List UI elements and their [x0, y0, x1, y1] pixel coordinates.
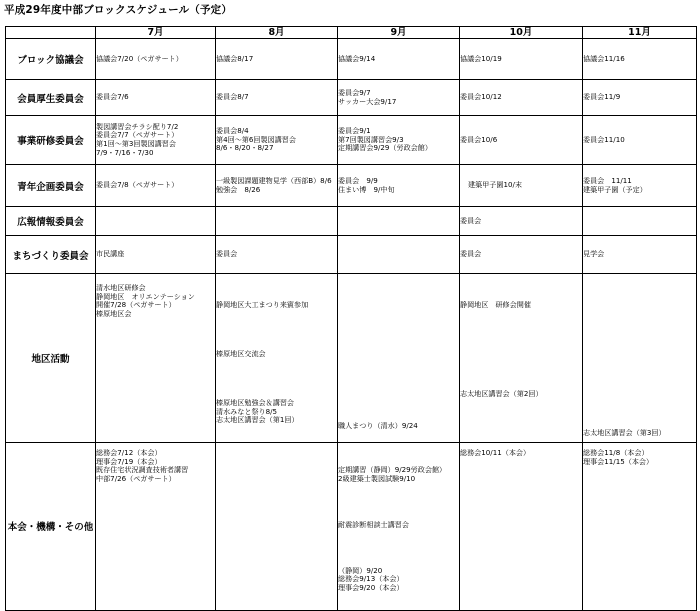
schedule-cell — [460, 39, 583, 80]
cell-line: 一級製図課題建物見学（西部B）8/6 — [216, 175, 332, 185]
cell-line: 委員会 — [460, 215, 482, 225]
cell-line: 委員会 — [460, 249, 482, 259]
cell-line: 既存住宅状況調査技術者講習 — [96, 465, 189, 475]
cell-block — [216, 399, 337, 425]
row-label: 広報情報委員会 — [6, 207, 96, 236]
schedule-cell — [583, 80, 697, 116]
cell-line: 委員会10/12 — [460, 92, 502, 102]
cell-line: 委員会9/1 — [338, 126, 371, 136]
cell-line: 榛原地区会 — [96, 308, 132, 318]
cell-line: 志太地区講習会（第1回） — [216, 415, 299, 425]
cell-line: 榛原地区勉強会＆講習会 — [216, 398, 295, 408]
row-public-relations — [6, 207, 697, 236]
cell-line: 理事会11/15（本会） — [583, 456, 654, 466]
row-label: 事業研修委員会 — [6, 116, 96, 165]
schedule-cell — [460, 165, 583, 207]
cell-line: 委員会8/4 — [216, 126, 249, 136]
schedule-cell — [583, 207, 697, 236]
cell-line: 第7回製図講習会9/3 — [338, 134, 404, 144]
month-header-nov: 11月 — [583, 27, 697, 39]
schedule-cell — [338, 165, 460, 207]
cell-line: 開催7/28（ペガサート） — [96, 300, 176, 310]
cell-line: 榛原地区交流会 — [216, 349, 266, 359]
cell-line: 総務会11/8（本会） — [583, 448, 649, 458]
month-header-row — [6, 27, 697, 39]
cell-block — [216, 350, 337, 359]
cell-block — [216, 301, 337, 310]
row-label: 青年企画委員会 — [6, 165, 96, 207]
schedule-cell — [96, 274, 216, 443]
row-label: ブロック協議会 — [6, 39, 96, 80]
cell-line: 協議会10/19 — [460, 53, 502, 63]
schedule-cell — [216, 39, 338, 80]
row-label: 地区活動 — [6, 274, 96, 443]
cell-line: 志太地区講習会（第2回） — [460, 389, 543, 399]
cell-line: 委員会11/9 — [583, 92, 621, 102]
schedule-cell — [460, 80, 583, 116]
cell-line: 静岡地区 研修会開催 — [460, 300, 531, 310]
cell-line: 委員会8/7 — [216, 92, 249, 102]
row-district-activities — [6, 274, 697, 443]
cell-line: 建築甲子園（予定） — [583, 184, 647, 194]
cell-line: 静岡地区 オリエンテーション — [96, 291, 195, 301]
cell-line: 志太地区講習会（第3回） — [583, 427, 666, 437]
cell-block — [338, 521, 459, 530]
cell-line: 総務会9/13（本会） — [338, 574, 404, 584]
cell-line: 定期講習（静岡）9/29労政会館） — [338, 465, 447, 475]
cell-line: 建築甲子園10/末 — [468, 180, 522, 190]
schedule-table — [5, 26, 697, 611]
cell-line: 協議会7/20（ペガサート） — [96, 53, 183, 63]
row-town-planning — [6, 236, 697, 274]
cell-line: 委員会7/8（ペガサート） — [96, 180, 179, 190]
month-header-sep: 9月 — [338, 27, 460, 39]
row-youth-planning — [6, 165, 697, 207]
schedule-cell — [338, 80, 460, 116]
row-label: 会員厚生委員会 — [6, 80, 96, 116]
schedule-cell — [460, 274, 583, 443]
schedule-cell — [338, 39, 460, 80]
cell-line: 職人まつり（清水）9/24 — [338, 420, 418, 430]
cell-line: 見学会 — [583, 249, 605, 259]
schedule-cell — [460, 207, 583, 236]
cell-line: 理事会9/20（本会） — [338, 583, 404, 592]
month-header-aug: 8月 — [216, 27, 338, 39]
cell-line: 理事会7/19（本会） — [96, 456, 162, 466]
cell-line: 委員会7/7（ペガサート） — [96, 130, 179, 140]
cell-line: 勉強会 8/26 — [216, 184, 261, 194]
cell-line: 第4回〜第6回製図講習会 — [216, 134, 296, 144]
schedule-cell — [96, 165, 216, 207]
cell-block — [460, 301, 582, 310]
schedule-cell — [460, 236, 583, 274]
row-label: まちづくり委員会 — [6, 236, 96, 274]
cell-line: 静岡地区大工まつり来賓参加 — [216, 300, 309, 310]
corner-cell — [6, 27, 96, 39]
schedule-cell — [96, 236, 216, 274]
cell-line: 7/9・7/16・7/30 — [96, 147, 154, 157]
schedule-cell — [583, 116, 697, 165]
cell-block — [338, 466, 459, 483]
cell-line: 協議会8/17 — [216, 53, 254, 63]
cell-line: 製図講習会チラシ配り7/2 — [96, 121, 179, 131]
cell-line: 第1回〜第3回製図講習会 — [96, 139, 176, 148]
schedule-cell — [96, 116, 216, 165]
schedule-cell — [216, 236, 338, 274]
schedule-cell — [96, 39, 216, 80]
cell-block — [338, 567, 459, 593]
schedule-cell — [338, 207, 460, 236]
schedule-cell — [338, 274, 460, 443]
cell-block — [460, 390, 582, 399]
schedule-cell — [216, 116, 338, 165]
row-block-council — [6, 39, 697, 80]
schedule-cell — [216, 274, 338, 443]
schedule-cell — [216, 207, 338, 236]
cell-line: 清水地区研修会 — [96, 283, 146, 292]
schedule-cell — [96, 207, 216, 236]
cell-line: 協議会11/16 — [583, 53, 625, 63]
cell-line: 委員会11/10 — [583, 134, 625, 144]
cell-line: 委員会 9/9 — [338, 175, 378, 185]
cell-line: 市民講座 — [96, 249, 125, 259]
cell-line: 委員会 11/11 — [583, 175, 632, 185]
month-header-oct: 10月 — [460, 27, 583, 39]
cell-line: 総務会10/11（本会） — [460, 448, 531, 458]
cell-line: 委員会 — [216, 249, 238, 259]
page-title: 平成29年度中部ブロックスケジュール（予定） — [4, 4, 233, 16]
cell-line: 委員会7/6 — [96, 92, 129, 102]
schedule-cell — [338, 236, 460, 274]
row-member-welfare — [6, 80, 697, 116]
cell-line: 8/6・8/20・8/27 — [216, 143, 274, 153]
cell-line: 清水みなと祭り8/5 — [216, 406, 278, 416]
schedule-cell — [583, 274, 697, 443]
schedule-cell — [96, 80, 216, 116]
month-header-jul: 7月 — [96, 27, 216, 39]
cell-line: 2級建築士製図試験9/10 — [338, 473, 416, 483]
schedule-cell — [583, 39, 697, 80]
cell-line: 中部7/26（ペガサート） — [96, 473, 176, 483]
cell-line: 定期講習会9/29（労政会館） — [338, 143, 432, 153]
schedule-cell — [460, 116, 583, 165]
cell-line: サッカー大会9/17 — [338, 96, 397, 106]
cell-line: 耐震診断相談士講習会 — [338, 519, 409, 529]
schedule-cell — [338, 116, 460, 165]
schedule-cell — [216, 165, 338, 207]
cell-line: （静岡）9/20 — [338, 565, 383, 575]
schedule-cell — [216, 80, 338, 116]
row-label: 本会・機構・その他 — [6, 443, 96, 611]
cell-line: 協議会9/14 — [338, 53, 376, 63]
row-training — [6, 116, 697, 165]
schedule-cell — [583, 165, 697, 207]
cell-line: 住まい博 9/中旬 — [338, 184, 395, 194]
cell-line: 委員会10/6 — [460, 134, 498, 144]
cell-line: 総務会7/12（本会） — [96, 448, 162, 458]
cell-line: 委員会9/7 — [338, 87, 371, 97]
schedule-cell — [583, 236, 697, 274]
